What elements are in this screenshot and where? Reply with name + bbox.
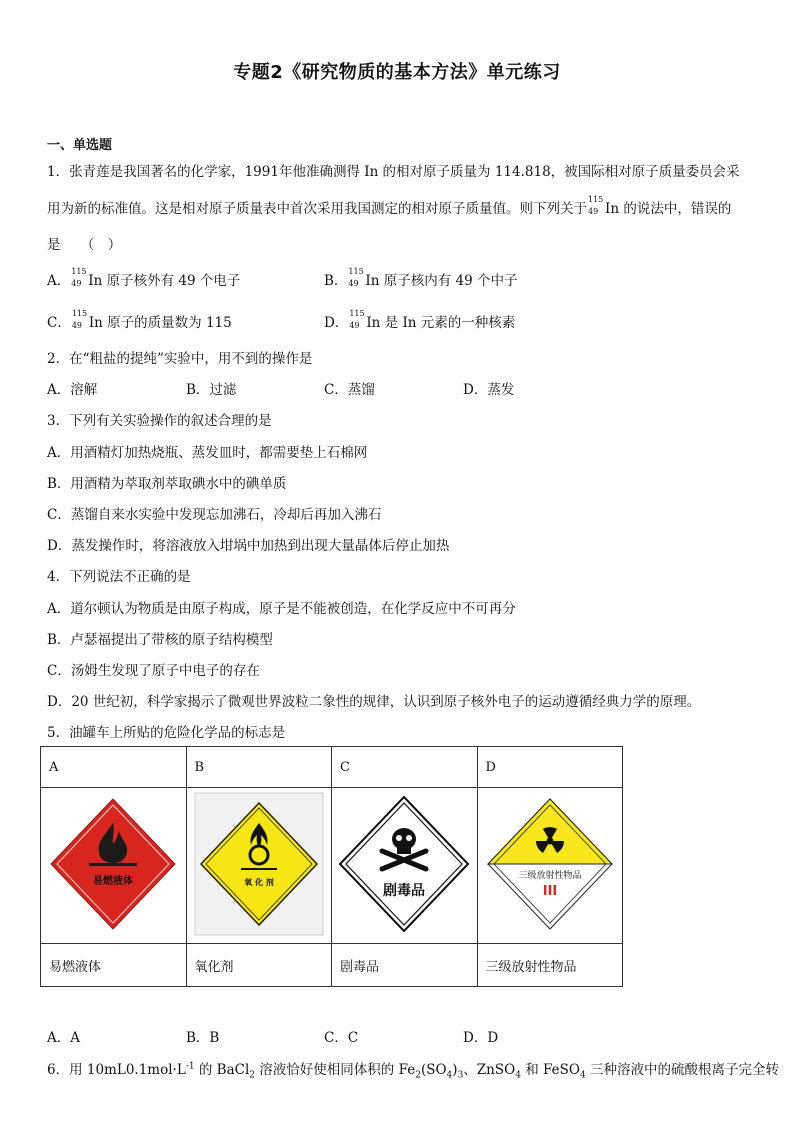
- q4-stem: 4．下列说法不正确的是: [47, 569, 191, 585]
- table-caption-cell: 易燃液体: [41, 944, 187, 987]
- q1-stem-line2: 用为新的标准值。这是相对原子质量表中首次采用我国测定的相对原子质量值。则下列关于 115 49 In 的说法中，错误的: [47, 195, 732, 217]
- q5-stem: 5．油罐车上所贴的危险化学品的标志是: [47, 725, 286, 741]
- q2-option-c: C．蒸馏: [324, 382, 375, 398]
- page-title: 专题2《研究物质的基本方法》单元练习: [233, 62, 561, 83]
- table-caption-cell: 剧毒品: [332, 944, 478, 987]
- q5-option-c: C．C: [324, 1030, 359, 1046]
- table-image-cell: [41, 788, 187, 944]
- sign-text: 易燃液体: [93, 875, 134, 887]
- sign-text: 三级放射性物品: [518, 870, 582, 881]
- nuclide-symbol: 115 49: [588, 195, 604, 216]
- nuclide-symbol: 115 49: [349, 309, 365, 330]
- q2-option-d: D．蒸发: [463, 382, 515, 398]
- q3-option-c: C．蒸馏自来水实验中发现忘加沸石，冷却后再加入沸石: [47, 507, 382, 523]
- q1-stem-text: 用为新的标准值。这是相对原子质量表中首次采用我国测定的相对原子质量值。则下列关于: [47, 201, 587, 217]
- table-header-cell: B: [186, 747, 332, 788]
- table-header-cell: C: [332, 747, 478, 788]
- sign-text: 氧 化 剂: [243, 877, 274, 887]
- q1-option-b: B． 115 49 In 原子核内有 49 个中子: [324, 267, 518, 289]
- q5-option-b: B．B: [186, 1030, 220, 1046]
- table-header-row: [41, 747, 623, 788]
- table-header-cell: D: [477, 747, 623, 788]
- q1-stem-line3: 是 （ ）: [47, 237, 122, 253]
- q2-option-b: B．过滤: [186, 382, 237, 398]
- q1-stem-line1: 1．张青莲是我国著名的化学家，1991年他准确测得 In 的相对原子质量为 114.818，被国际相对原子质量委员会采: [47, 164, 740, 180]
- q4-option-c: C．汤姆生发现了原子中电子的存在: [47, 663, 260, 679]
- table-caption-row: [41, 944, 623, 987]
- flammable-liquid-sign: [45, 789, 181, 939]
- q4-option-b: B．卢瑟福提出了带核的原子结构模型: [47, 632, 273, 648]
- nuclide-symbol: 115 49: [348, 267, 364, 288]
- table-image-cell: [332, 788, 478, 944]
- q2-stem: 2．在“粗盐的提纯”实验中，用不到的操作是: [47, 351, 313, 367]
- q3-option-b: B．用酒精为萃取剂萃取碘水中的碘单质: [47, 476, 287, 492]
- toxic-sign: [336, 789, 472, 939]
- q4-option-a: A．道尔顿认为物质是由原子构成，原子是不能被创造，在化学反应中不可再分: [47, 601, 516, 617]
- table-header-cell: A: [41, 747, 187, 788]
- nuclide-symbol: 115 49: [71, 309, 88, 330]
- table-caption-cell: 氧化剂: [186, 944, 332, 987]
- q1-option-d: D． 115 49 In 是 In 元素的一种核素: [324, 309, 516, 331]
- table-image-cell: [186, 788, 332, 944]
- table-image-cell: [477, 788, 623, 944]
- q1-option-c: C． 115 49 In 原子的质量数为 115: [47, 309, 232, 331]
- radioactive-sign: [482, 789, 618, 939]
- table-image-row: [41, 788, 623, 944]
- q2-option-a: A．溶解: [47, 382, 98, 398]
- table-caption-cell: 三级放射性物品: [477, 944, 623, 987]
- q3-option-d: D．蒸发操作时，将溶液放入坩埚中加热到出现大量晶体后停止加热: [47, 538, 450, 554]
- hazard-sign-table: [40, 746, 623, 987]
- q5-option-a: A．A: [47, 1030, 80, 1046]
- q5-option-d: D．D: [463, 1030, 499, 1046]
- q3-option-a: A．用酒精灯加热烧瓶、蒸发皿时，都需要垫上石棉网: [47, 445, 368, 461]
- q4-option-d: D．20 世纪初，科学家揭示了微观世界波粒二象性的规律，认识到原子核外电子的运动遵循经典力学的原理。: [47, 694, 701, 710]
- oxidizer-sign: [191, 789, 327, 939]
- sign-roman-numeral: III: [542, 883, 558, 899]
- q1-option-a: A． 115 49 In 原子核外有 49 个电子: [47, 267, 241, 289]
- nuclide-symbol: 115 49: [71, 267, 87, 288]
- section-heading: 一、单选题: [47, 138, 113, 153]
- sign-text: 剧毒品: [383, 882, 426, 899]
- q3-stem: 3．下列有关实验操作的叙述合理的是: [47, 413, 272, 429]
- q6-stem: 6．用 $10mL0.1mol\cdot L^{-1}$ 的 BaCl$_2$ 溶液恰好使相同体积的 $Fe_2(SO_4)_3$、ZnSO$_4$ 和 FeSO$_4$ 三种溶液中的硫酸根离子完全转: [47, 1061, 779, 1081]
